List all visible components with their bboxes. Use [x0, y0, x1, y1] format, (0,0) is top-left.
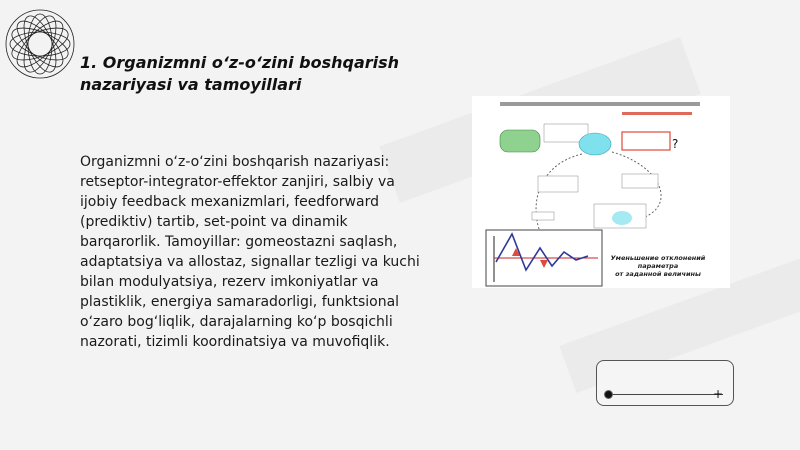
diagram-caption-line2: параметра: [637, 262, 679, 270]
regulation-diagram-image: [472, 96, 730, 288]
question-mark: ?: [672, 137, 679, 151]
diagram-subheader-bar: [622, 112, 692, 115]
cyan-node: [579, 133, 611, 155]
diagram-header-bar: [500, 102, 700, 106]
media-player-control[interactable]: [596, 360, 734, 406]
green-node: [500, 130, 540, 152]
cyan-small-node: [612, 211, 632, 225]
integrator-box: [538, 176, 578, 192]
player-progress-knob[interactable]: [604, 390, 613, 399]
diagram-caption-line3: от заданной величины: [615, 270, 701, 278]
slide-body-text: Organizmni o‘z-o‘zini boshqarish nazariyasi: retseptor-integrator-effektor zanjiri, salbiy va ijobiy feedback mexanizmlari, feedforward (prediktiv) tartib, set-point va dinamik barqarorlik. Tamoyillar: gomeostazni saqlash, adaptatsiya va allostaz, signallar tezligi va kuchi bilan modulyatsiya, rezerv imkoniyatlar va plastiklik, energiya samaradorligi, funktsional o‘zaro bog‘liqlik, darajalarning ko‘p bosqichli nazorati, tizimli koordinatsiya va muvofiqlik.: [80, 154, 420, 350]
player-progress-track[interactable]: [607, 394, 723, 395]
small-box: [532, 212, 554, 220]
effector-box: [622, 174, 658, 188]
diagram-caption-line1: Уменьшение отклонений: [610, 254, 706, 262]
slide-title: 1. Organizmni o‘z-o‘zini boshqarish nazariyasi va tamoyillari: [80, 53, 400, 94]
player-end-marker: +: [712, 387, 723, 401]
rosette-logo: [4, 2, 76, 86]
red-box: [622, 132, 670, 150]
